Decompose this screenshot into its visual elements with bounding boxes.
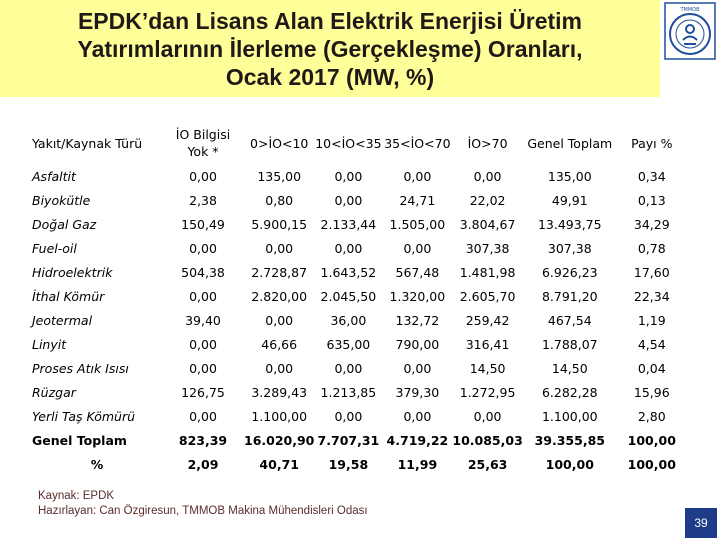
table-row <box>32 260 687 284</box>
table-cell: 5.900,15 <box>251 216 308 232</box>
table-cell: 316,41 <box>465 336 510 352</box>
header-10-35: 10<İO<35 <box>315 135 382 151</box>
header-total: Genel Toplam <box>527 135 613 151</box>
table-cell: 0,13 <box>637 192 666 208</box>
table-row <box>32 380 687 404</box>
table-cell: 0,80 <box>265 192 294 208</box>
table-cell: 2.820,00 <box>251 288 308 304</box>
table-cell: 7.707,31 <box>317 432 380 448</box>
row-label: Linyit <box>32 336 67 352</box>
table-cell: 635,00 <box>326 336 371 352</box>
table-cell: 379,30 <box>395 384 440 400</box>
table-cell: 2.728,87 <box>251 264 308 280</box>
table-cell: 259,42 <box>465 312 510 328</box>
table-row <box>32 308 687 332</box>
table-cell: 1.213,85 <box>320 384 377 400</box>
table-cell: 100,00 <box>627 456 676 472</box>
table-cell: 1.788,07 <box>541 336 598 352</box>
table-cell: 2,80 <box>637 408 666 424</box>
table-cell: 0,78 <box>637 240 666 256</box>
table-cell: 0,00 <box>189 240 217 256</box>
row-label: Yerli Taş Kömürü <box>32 408 136 424</box>
table-row-total-row <box>32 428 687 452</box>
table-cell: 135,00 <box>547 168 592 184</box>
table-cell: 34,29 <box>633 216 670 232</box>
table-cell: 14,50 <box>551 360 588 376</box>
table-cell: 11,99 <box>397 456 438 472</box>
header-share: Payı % <box>631 135 673 151</box>
table-cell: 150,49 <box>181 216 225 232</box>
title-banner <box>0 0 660 97</box>
table-cell: 1.643,52 <box>320 264 377 280</box>
table-cell: 0,00 <box>189 168 217 184</box>
table-cell: 0,00 <box>189 288 217 304</box>
table-cell: 0,00 <box>334 360 363 376</box>
table-cell: 1,19 <box>637 312 666 328</box>
header-0-10: 0>İO<10 <box>250 135 309 151</box>
table-row <box>32 284 687 308</box>
table-cell: 15,96 <box>633 384 670 400</box>
table-cell: 39,40 <box>185 312 221 328</box>
row-label: % <box>90 456 104 472</box>
table-cell: 6.926,23 <box>541 264 598 280</box>
row-label: Proses Atık Isısı <box>32 360 129 376</box>
table-row-percent-row <box>32 452 687 476</box>
row-label: Hidroelektrik <box>32 264 113 280</box>
table-cell: 0,00 <box>265 240 294 256</box>
table-cell: 0,34 <box>637 168 666 184</box>
table-cell: 0,00 <box>334 240 363 256</box>
table-cell: 126,75 <box>181 384 225 400</box>
title-line-1: EPDK’dan Lisans Alan Elektrik Enerjisi Üretim <box>77 7 583 34</box>
table-cell: 1.100,00 <box>541 408 598 424</box>
table-cell: 1.272,95 <box>459 384 516 400</box>
header-fuel-type: Yakıt/Kaynak Türü <box>32 135 143 151</box>
table-row <box>32 188 687 212</box>
table-cell: 36,00 <box>330 312 367 328</box>
table-row <box>32 356 687 380</box>
row-label: Genel Toplam <box>32 432 127 448</box>
table-cell: 0,00 <box>265 312 294 328</box>
table-cell: 2.133,44 <box>320 216 377 232</box>
header-over-70: İO>70 <box>467 135 508 151</box>
table-cell: 2,09 <box>187 456 219 472</box>
table-cell: 40,71 <box>259 456 299 472</box>
table-cell: 307,38 <box>465 240 510 256</box>
footer <box>38 489 368 519</box>
table-cell: 0,00 <box>403 240 432 256</box>
table-cell: 0,00 <box>265 360 294 376</box>
table-cell: 4,54 <box>637 336 666 352</box>
table-cell: 0,04 <box>637 360 666 376</box>
table-cell: 135,00 <box>257 168 302 184</box>
table-cell: 17,60 <box>633 264 670 280</box>
table-cell: 14,50 <box>469 360 506 376</box>
table-cell: 3.804,67 <box>459 216 516 232</box>
row-label: Doğal Gaz <box>32 216 97 232</box>
table-cell: 0,00 <box>403 168 432 184</box>
table-cell: 16.020,90 <box>244 432 315 448</box>
title-line-3: Ocak 2017 (MW, %) <box>225 63 435 90</box>
table-cell: 1.100,00 <box>251 408 308 424</box>
table-cell: 0,00 <box>189 408 217 424</box>
footer-source: Kaynak: EPDK <box>38 490 115 502</box>
table-cell: 504,38 <box>181 264 225 280</box>
title-line-2: Yatırımlarının İlerleme (Gerçekleşme) Oranları, <box>77 35 583 62</box>
header-35-70: 35<İO<70 <box>384 135 451 151</box>
table-row <box>32 404 687 428</box>
table-row <box>32 236 687 260</box>
page-number: 39 <box>685 508 717 538</box>
table-row <box>32 164 687 188</box>
table-cell: 307,38 <box>547 240 592 256</box>
table-cell: 0,00 <box>334 408 363 424</box>
table-cell: 0,00 <box>473 168 502 184</box>
table-cell: 823,39 <box>178 432 228 448</box>
tmmob-logo-icon <box>664 2 716 60</box>
table-cell: 24,71 <box>399 192 436 208</box>
table-cell: 467,54 <box>547 312 592 328</box>
table-cell: 2,38 <box>189 192 217 208</box>
table-cell: 10.085,03 <box>452 432 523 448</box>
row-label: İthal Kömür <box>32 288 105 304</box>
table-cell: 22,02 <box>469 192 506 208</box>
table-cell: 1.505,00 <box>389 216 446 232</box>
row-label: Biyokütle <box>32 192 91 208</box>
footer-prepared-by: Hazırlayan: Can Özgiresun, TMMOB Makina Mühendisleri Odası <box>38 505 368 517</box>
table-cell: 6.282,28 <box>541 384 598 400</box>
table-cell: 0,00 <box>473 408 502 424</box>
table-cell: 0,00 <box>334 192 363 208</box>
row-label: Rüzgar <box>32 384 76 400</box>
table-cell: 49,91 <box>551 192 588 208</box>
table-cell: 13.493,75 <box>537 216 602 232</box>
table-cell: 22,34 <box>633 288 670 304</box>
table-cell: 2.045,50 <box>320 288 377 304</box>
table-cell: 0,00 <box>189 336 217 352</box>
table-cell: 0,00 <box>403 408 432 424</box>
header-no-info: İO Bilgisi Yok * <box>175 127 231 159</box>
table-cell: 1.320,00 <box>389 288 446 304</box>
table-cell: 1.481,98 <box>459 264 516 280</box>
table-cell: 25,63 <box>467 456 508 472</box>
table-cell: 3.289,43 <box>251 384 308 400</box>
table-cell: 4.719,22 <box>386 432 449 448</box>
table-cell: 2.605,70 <box>459 288 516 304</box>
table-cell: 46,66 <box>261 336 298 352</box>
table-cell: 39.355,85 <box>534 432 605 448</box>
table-cell: 567,48 <box>395 264 440 280</box>
table-cell: 8.791,20 <box>541 288 598 304</box>
generation-progress-table <box>32 122 687 476</box>
table-cell: 100,00 <box>627 432 676 448</box>
table-cell: 100,00 <box>545 456 594 472</box>
table-header-row <box>32 122 687 164</box>
table-cell: 790,00 <box>395 336 440 352</box>
logo-top-text: TMMOB <box>680 7 700 13</box>
table-cell: 132,72 <box>395 312 440 328</box>
table-row <box>32 212 687 236</box>
row-label: Fuel-oil <box>32 240 77 256</box>
row-label: Jeotermal <box>32 312 93 328</box>
table-cell: 0,00 <box>403 360 432 376</box>
table-cell: 0,00 <box>189 360 217 376</box>
table-row <box>32 332 687 356</box>
table-cell: 19,58 <box>328 456 369 472</box>
table-cell: 0,00 <box>334 168 363 184</box>
row-label: Asfaltit <box>32 168 76 184</box>
